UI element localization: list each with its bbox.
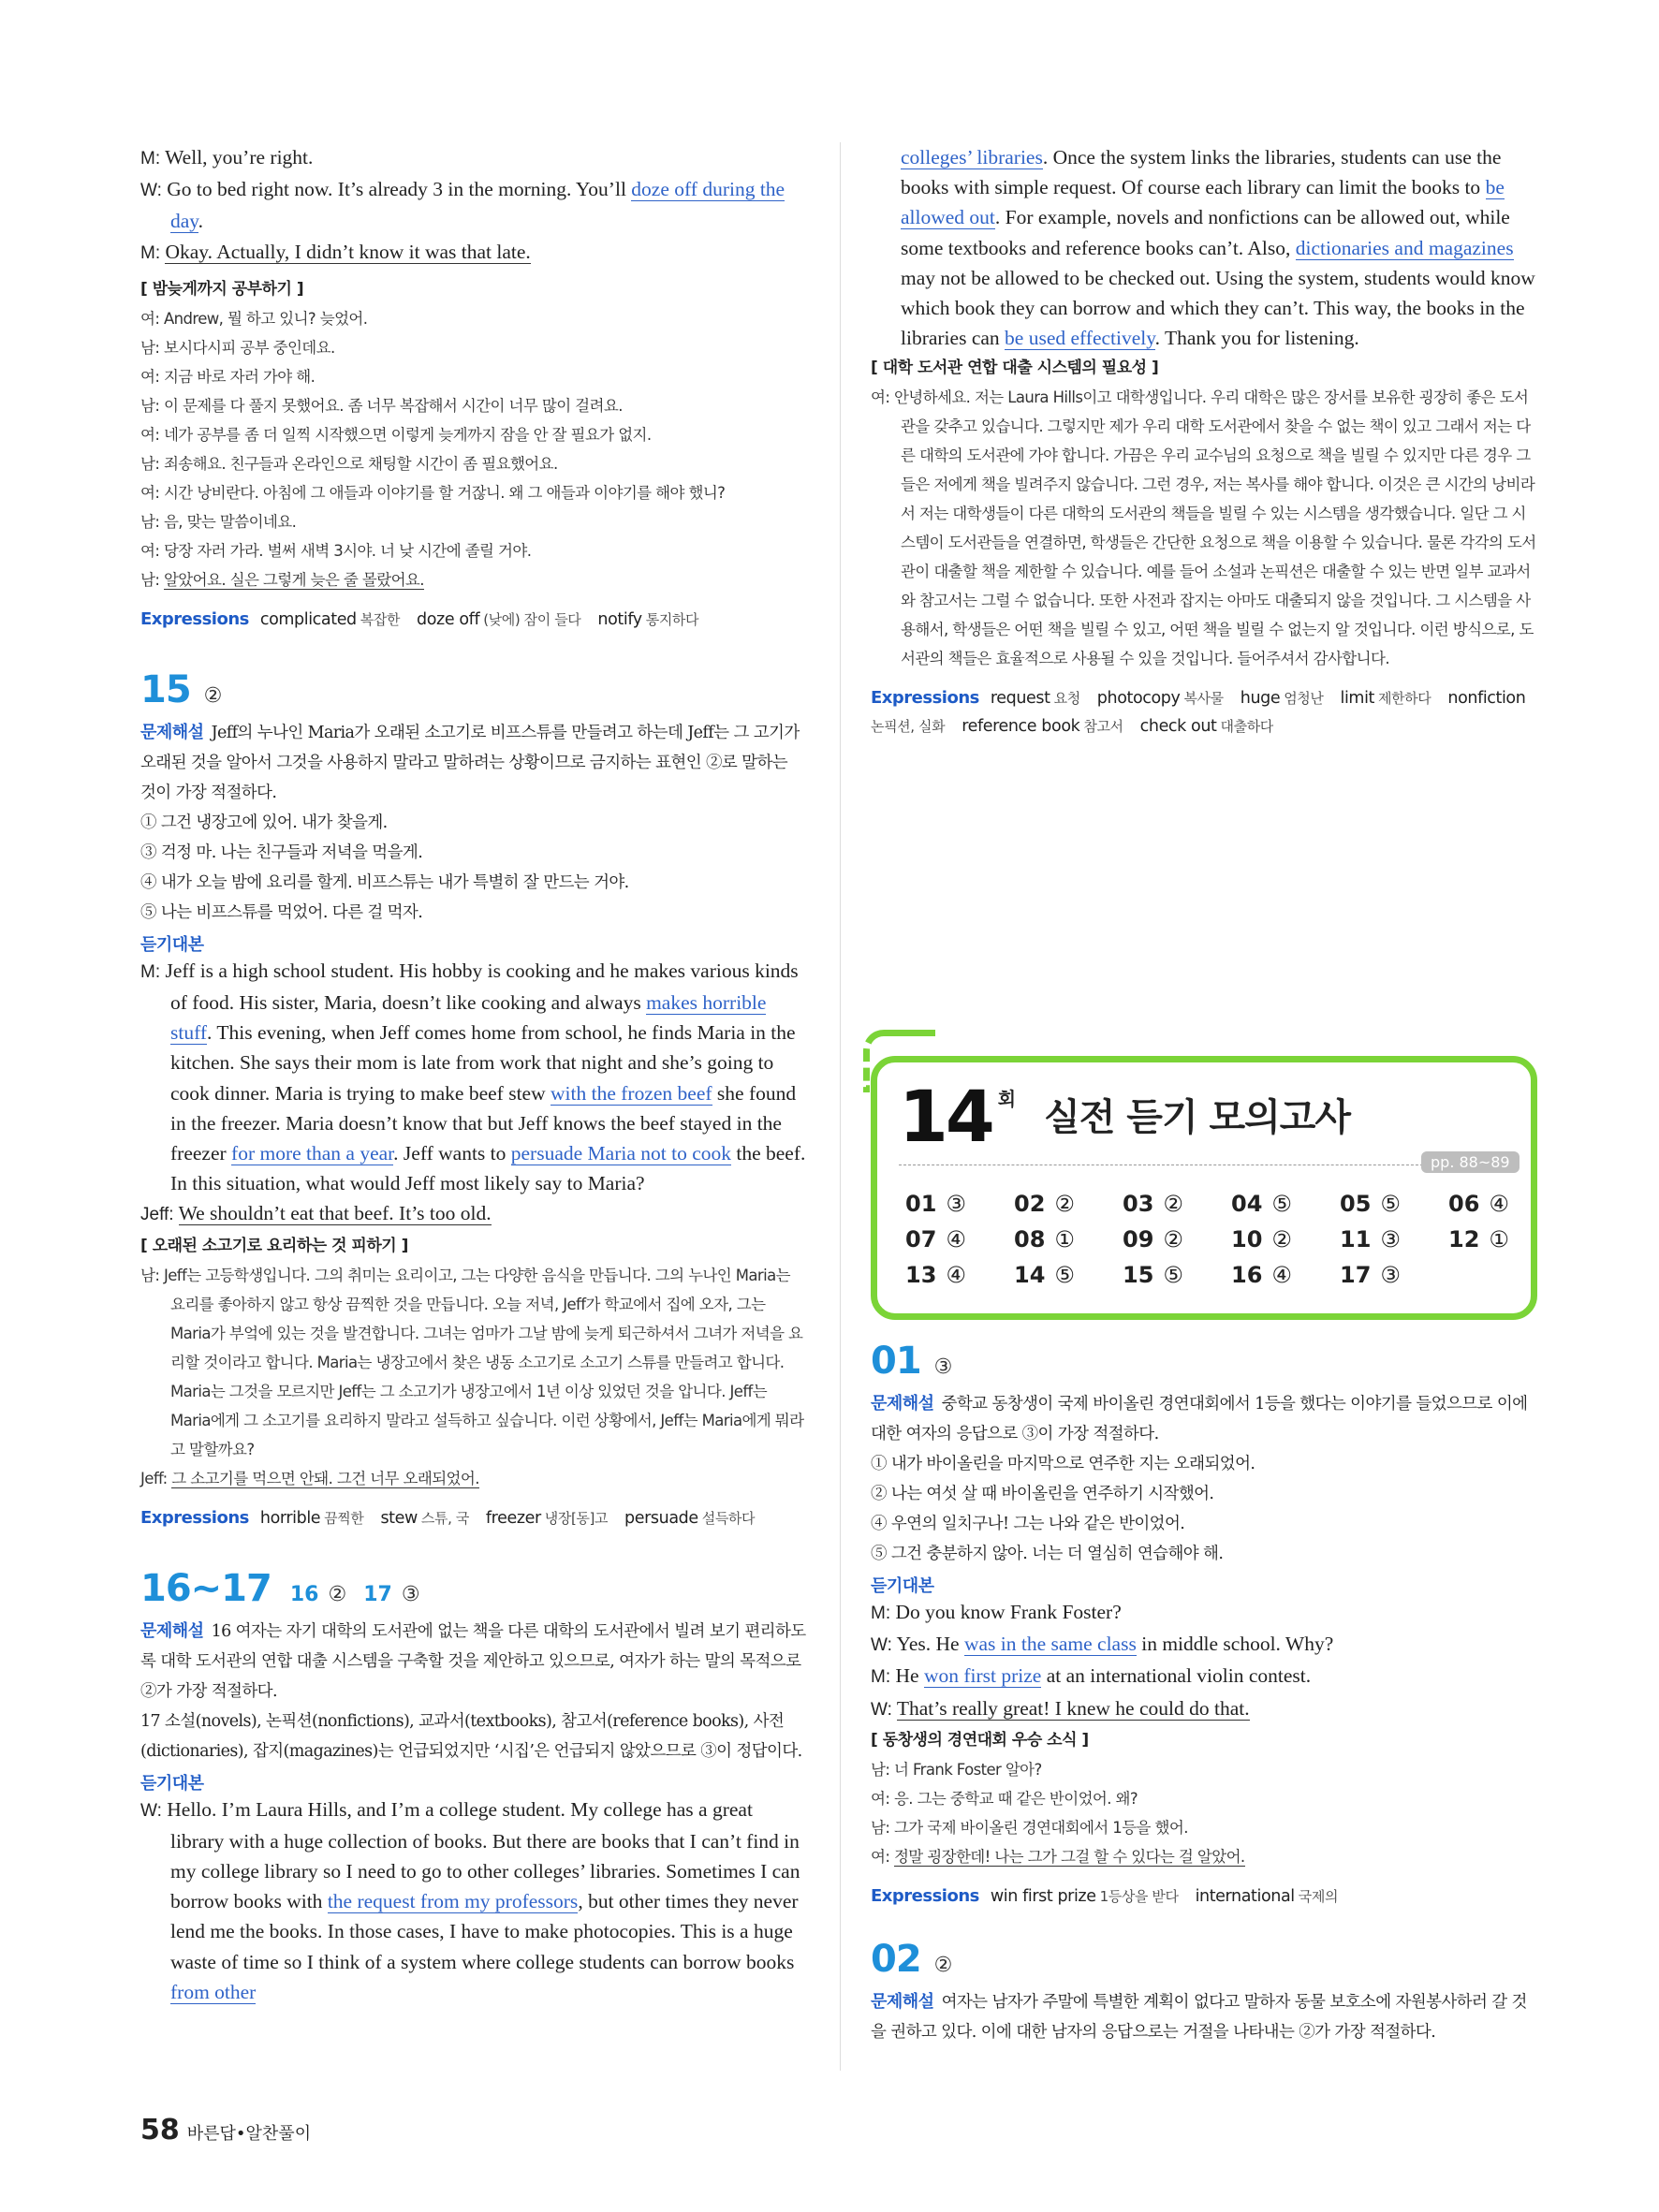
expressions-01 [871, 1882, 1537, 1911]
kr-title-01: [ 동창생의 경연대회 우승 소식 ] [871, 1730, 1089, 1750]
key-phrase: be allowed out [901, 176, 1505, 229]
translation-text: 네가 공부를 좀 더 일찍 시작했으면 이렇게 늦게까지 잠을 안 잘 필요가 없지. [163, 425, 652, 444]
translation-text: 지금 바로 자러 가야 해. [163, 367, 316, 386]
expression-meaning: 1등상을 받다 [1099, 1887, 1179, 1905]
answer-question-number: 13 [905, 1262, 937, 1288]
text-run: . Thank you for listening. [1154, 327, 1359, 350]
answer-cell [1014, 1258, 1123, 1292]
answer-question-number: 12 [1448, 1226, 1480, 1252]
expression-word: reference book [962, 717, 1080, 737]
label-haesul: 문제해설 [871, 1991, 934, 2012]
expression-meaning: 엄청난 [1284, 690, 1324, 708]
answer-cell [1340, 1223, 1448, 1256]
translation-line [140, 391, 807, 420]
answer-choice: ③ [1380, 1262, 1401, 1288]
expression-word: notify [597, 609, 642, 629]
expression-word: complicated [259, 609, 357, 629]
label-daebon: 듣기대본 [871, 1576, 934, 1596]
speaker-label: 여: [140, 367, 160, 386]
answer-question-number: 08 [1014, 1226, 1046, 1252]
translation-text: 시간 낭비란다. 아침에 그 애들과 이야기를 할 거잖니. 왜 그 애들과 이야기를 해야 했니? [163, 483, 726, 502]
answer-cell [905, 1187, 1014, 1221]
answers-16-17 [285, 1583, 420, 1606]
translation-text: 알았어요. 실은 그렇게 늦은 줄 몰랐어요. [163, 570, 424, 589]
key-phrase: for more than a year [231, 1142, 394, 1165]
speaker-label: M: [871, 1667, 891, 1688]
dialog-top [140, 142, 807, 269]
answer-question-number: 14 [1014, 1262, 1046, 1288]
expression-word: huge [1240, 689, 1281, 709]
test-number-suffix: 회 [997, 1088, 1017, 1110]
dialog-line [140, 1198, 807, 1230]
expression-meaning: 대출하다 [1220, 718, 1273, 736]
speaker-label: M: [140, 149, 161, 168]
key-phrase: from other [170, 1980, 257, 2003]
question-15-header [140, 669, 807, 718]
book-title: 바른답•알찬풀이 [186, 2124, 312, 2144]
expression-meaning: 통지하다 [645, 610, 699, 628]
answer-question-number: 16 [1231, 1262, 1263, 1288]
key-phrase: was in the same class [963, 1633, 1137, 1656]
expression-word: limit [1340, 689, 1374, 709]
option-line: ⑤ 나는 비프스튜를 먹었어. 다른 걸 먹자. [140, 902, 423, 922]
expression-word: horrible [259, 1508, 321, 1528]
options-15 [140, 808, 807, 928]
translation-line [140, 304, 807, 333]
explanation-17: 17 소설(novels), 논픽션(nonfictions), 교과서(textbooks), 참고서(reference books), 사전(dictionaries), 잡지(magazines)는 언급되었지만 ‘시집’은 언급되지 않았으므로 ③이 정답이다. [140, 1711, 802, 1761]
translation-line [140, 478, 807, 507]
speaker-label: 여: [140, 483, 160, 502]
sub-number-17: 17 [363, 1582, 392, 1606]
answer-line: We shouldn’t eat that beef. It’s too old. [178, 1202, 492, 1225]
text-run: Jeff is a high school student. His hobby is cooking and he makes various kinds of food. His sister, Maria, doesn’t like cooking and always [165, 959, 799, 1015]
translation-line [140, 565, 807, 594]
speaker-label: W: [871, 1635, 892, 1656]
text-run: Do you know Frank Foster? [895, 1601, 1122, 1623]
dialog-line [871, 1661, 1537, 1692]
kr-translation-15 [140, 1261, 807, 1493]
answer-line: Okay. Actually, I didn’t know it was that late. [165, 240, 531, 263]
dialog-line [871, 142, 1537, 353]
answer-mark: ② [933, 1953, 953, 1977]
column-divider [840, 142, 841, 2071]
translation-text: Andrew, 뭘 하고 있니? 늦었어. [163, 309, 368, 328]
kr-title-15: [ 오래된 소고기로 요리하는 것 피하기 ] [140, 1236, 408, 1255]
answer-cell [1014, 1223, 1123, 1256]
text-run: Yes. He [896, 1633, 964, 1656]
question-16-17-header [140, 1568, 807, 1617]
answer-cell [905, 1258, 1014, 1292]
answer-choice: ⑤ [1163, 1262, 1183, 1288]
answer-17: ③ [401, 1582, 420, 1606]
speaker-label: M: [140, 242, 161, 263]
answer-cell [1340, 1187, 1448, 1221]
answer-question-number: 03 [1123, 1191, 1154, 1217]
answer-choice: ② [1163, 1191, 1183, 1217]
answer-question-number: 10 [1231, 1226, 1263, 1252]
speaker-label: 남: [140, 454, 160, 473]
label-expressions: Expressions [140, 608, 249, 629]
key-phrase: the request from my professors [327, 1890, 579, 1913]
expression-word: stew [380, 1508, 418, 1528]
answer-choice: ② [1163, 1226, 1183, 1252]
expressions-1 [140, 606, 807, 634]
page-number: 58 [140, 2114, 180, 2146]
answer-choice: ① [1489, 1226, 1509, 1252]
translation-text: 이 문제를 다 풀지 못했어요. 좀 너무 복잡해서 시간이 너무 많이 걸려요. [163, 396, 623, 415]
answer-choice: ③ [1380, 1226, 1401, 1252]
speaker-label: M: [140, 961, 161, 982]
label-expressions: Expressions [140, 1507, 249, 1528]
translation-line [140, 536, 807, 565]
answer-choice: ④ [1489, 1191, 1509, 1217]
text-run: He [895, 1664, 924, 1688]
translation-text: 죄송해요. 친구들과 온라인으로 채팅할 시간이 좀 필요했어요. [163, 454, 558, 473]
right-column [871, 142, 1537, 740]
dialog-16-17 [140, 1795, 807, 2007]
translation-text: 너 Frank Foster 알아? [893, 1760, 1042, 1779]
expression-word: photocopy [1096, 689, 1181, 709]
explanation-16 [140, 1617, 807, 1707]
option-line: ② 나는 여섯 살 때 바이올린을 연주하기 시작했어. [871, 1485, 1214, 1503]
right-column-lower [871, 1340, 1537, 2047]
option-line: ④ 내가 오늘 밤에 요리를 할게. 비프스튜는 내가 특별히 잘 만드는 거야. [140, 872, 629, 892]
key-phrase: makes horrible stuff [170, 991, 767, 1045]
answer-cell [1231, 1187, 1340, 1221]
answer-cell [1231, 1258, 1340, 1292]
kr-translation-16-17 [871, 383, 1537, 673]
translation-text: 정말 굉장한데! 나는 그가 그걸 할 수 있다는 걸 알았어. [893, 1847, 1245, 1866]
dialog-line [871, 1693, 1537, 1725]
speaker-label: 남: [140, 1266, 160, 1284]
answer-choice: ⑤ [1380, 1191, 1401, 1217]
option-line: ④ 우연의 일치구나! 그는 나와 같은 반이었어. [871, 1515, 1185, 1533]
text-run: may not be allowed to be checked out. Using the system, students would know which book they can borrow and which they can’t. This way, the books in the libraries can [901, 266, 1535, 350]
answer-question-number: 04 [1231, 1191, 1263, 1217]
answer-cell [1340, 1258, 1448, 1292]
text-run: she found in the freezer. Maria doesn’t know that but Jeff knows the beef stayed in the freezer [170, 1081, 797, 1165]
translation-line [871, 383, 1537, 673]
expressions-15 [140, 1504, 807, 1532]
text-run: . For example, novels and nonfictions can be allowed out, while some textbooks and reference books can’t. Also, [901, 206, 1510, 259]
translation-line [871, 1842, 1537, 1871]
text-run: Well, you’re right. [165, 146, 314, 168]
kr-translation-01 [871, 1755, 1537, 1871]
speaker-label: Jeff: [140, 1469, 168, 1487]
answer-question-number: 02 [1014, 1191, 1046, 1217]
answer-choice: ② [1054, 1191, 1075, 1217]
explanation-text: 중학교 동창생이 국제 바이올린 경연대회에서 1등을 했다는 이야기를 들었으므로 이에 대한 여자의 응답으로 ③이 가장 적절하다. [871, 1395, 1528, 1443]
translation-line [871, 1755, 1537, 1784]
answer-choice: ④ [946, 1262, 966, 1288]
translation-line [140, 1464, 807, 1493]
dialog-16-17-continued [871, 142, 1537, 353]
text-run: at an international violin contest. [1041, 1664, 1312, 1688]
speaker-label: 남: [871, 1818, 890, 1837]
key-phrase: doze off during the day [170, 178, 785, 233]
text-run: in middle school. Why? [1136, 1633, 1334, 1656]
text-run: , but other times they never lend me the books. In those cases, I have to make photocopies. This is a huge waste of time so I think of a system where college students can borrow books [170, 1890, 799, 1973]
answer-cell [1123, 1187, 1231, 1221]
answer-choice: ④ [1271, 1262, 1292, 1288]
option-line: ③ 걱정 마. 나는 친구들과 저녁을 먹을게. [140, 842, 423, 862]
page-footer [140, 2114, 311, 2146]
dialog-line [871, 1629, 1537, 1661]
answer-cell [905, 1223, 1014, 1256]
dialog-line [140, 142, 807, 174]
answer-16: ② [328, 1582, 347, 1606]
answer-question-number: 17 [1340, 1262, 1372, 1288]
key-phrase: be used effectively [1005, 327, 1155, 350]
box-title [899, 1075, 1350, 1158]
expression-word: doze off [417, 609, 480, 629]
expression-word: persuade [624, 1508, 698, 1528]
expressions-16-17 [871, 684, 1537, 740]
answer-cell [1231, 1223, 1340, 1256]
left-column [140, 142, 807, 2007]
options-01 [871, 1449, 1537, 1569]
text-run: . Jeff wants to [393, 1142, 511, 1165]
label-haesul: 문제해설 [140, 1620, 204, 1641]
explanation-text: 여자는 남자가 주말에 특별한 계획이 없다고 말하자 동물 보호소에 자원봉사하러 갈 것을 권하고 있다. 이에 대한 남자의 응답으로는 거절을 나타내는 ②가 가장 적절하다. [871, 1992, 1527, 2042]
key-phrase: colleges’ libraries [901, 146, 1043, 168]
speaker-label: 여: [871, 1789, 890, 1808]
speaker-label: 여: [871, 388, 890, 407]
speaker-label: W: [140, 181, 162, 201]
option-line: ① 그건 냉장고에 있어. 내가 찾을게. [140, 813, 388, 832]
explanation-text-16: 16 여자는 자기 대학의 도서관에 없는 책을 다른 대학의 도서관에서 빌려 보기 편리하도록 대학 도서관의 연합 대출 시스템을 구축할 것을 제안하고 있으므로, 여자가 하는 말의 목적으로 ②가 가장 적절하다. [140, 1621, 806, 1701]
answer-mark: ③ [933, 1355, 953, 1379]
translation-text: 그가 국제 바이올린 경연대회에서 1등을 했어. [893, 1818, 1188, 1837]
answer-question-number: 01 [905, 1191, 937, 1217]
dialog-line [140, 174, 807, 236]
answer-cell [1448, 1187, 1557, 1221]
explanation-02 [871, 1987, 1537, 2047]
translation-text: 당장 자러 가라. 벌써 새벽 3시야. 너 낮 시간에 졸릴 거야. [163, 541, 532, 560]
answer-choice: ⑤ [1271, 1191, 1292, 1217]
answer-question-number: 09 [1123, 1226, 1154, 1252]
speaker-label: 남: [140, 396, 160, 415]
text-run: . Once the system links the libraries, students can use the books with simple request. Of course each library can limit the books to [901, 146, 1502, 199]
text-run: the beef. In this situation, what would Jeff most likely say to Maria? [170, 1142, 806, 1195]
text-run: . This evening, when Jeff comes home from school, he finds Maria in the kitchen. She says their mom is late from work that night and she’s going to cook dinner. Maria is trying to make beef stew [170, 1021, 796, 1105]
question-number: 02 [871, 1937, 921, 1981]
sub-number-16: 16 [289, 1582, 319, 1606]
answer-choice: ⑤ [1054, 1262, 1075, 1288]
answer-cell [1014, 1187, 1123, 1221]
explanation-01 [871, 1389, 1537, 1449]
expression-meaning: 복잡한 [360, 610, 401, 628]
speaker-label: Jeff: [140, 1205, 174, 1225]
label-daebon: 듣기대본 [140, 1773, 204, 1794]
expression-word: international [1195, 1886, 1295, 1906]
label-daebon: 듣기대본 [140, 934, 204, 955]
answer-line: That’s really great! I knew he could do that. [896, 1696, 1250, 1720]
speaker-label: W: [871, 1699, 892, 1720]
answer-choice: ④ [946, 1226, 966, 1252]
kr-title-16-17: [ 대학 도서관 연합 대출 시스템의 필요성 ] [871, 359, 1159, 378]
expression-meaning: (낮에) 잠이 들다 [483, 610, 581, 628]
dialog-15 [140, 956, 807, 1231]
expression-meaning: 제한하다 [1378, 690, 1431, 708]
dialog-line [140, 1795, 807, 2007]
translation-line [871, 1813, 1537, 1842]
expression-meaning: 논픽션, 실화 [871, 718, 946, 736]
explanation-15 [140, 718, 807, 808]
speaker-label: 여: [140, 541, 160, 560]
answer-cell [1448, 1223, 1557, 1256]
expression-word: freezer [485, 1508, 541, 1528]
test-title: 실전 듣기 모의고사 [1044, 1096, 1351, 1139]
key-phrase: with the frozen beef [551, 1081, 712, 1105]
option-line: ① 내가 바이올린을 마지막으로 연주한 지는 오래되었어. [871, 1455, 1255, 1473]
expression-meaning: 참고서 [1083, 718, 1123, 736]
expression-meaning: 설득하다 [701, 1509, 756, 1527]
expression-meaning: 냉장[동]고 [544, 1509, 609, 1527]
translation-line [140, 333, 807, 362]
question-number: 01 [871, 1340, 921, 1383]
translation-text: 음, 맞는 말씀이네요. [163, 512, 297, 531]
answer-choice: ② [1271, 1226, 1292, 1252]
speaker-label: 여: [140, 309, 160, 328]
speaker-label: W: [140, 1800, 162, 1821]
translation-line [140, 420, 807, 449]
answer-choice: ③ [946, 1191, 966, 1217]
translation-line [140, 362, 807, 391]
page-range-badge: pp. 88~89 [1421, 1151, 1520, 1173]
question-01-header [871, 1340, 1537, 1389]
answer-question-number: 06 [1448, 1191, 1480, 1217]
translation-line [140, 507, 807, 536]
dialog-line [871, 1597, 1537, 1629]
dialog-01 [871, 1597, 1537, 1725]
expression-word: check out [1139, 717, 1217, 737]
answer-cell [1123, 1258, 1231, 1292]
text-run: Go to bed right now. It’s already 3 in the morning. You’ll [167, 178, 632, 201]
key-phrase: dictionaries and magazines [1295, 236, 1514, 259]
expression-word: nonfiction [1447, 689, 1526, 709]
text-run: Hello. I’m Laura Hills, and I’m a college student. My college has a great library with a huge collection of books. But there are books that I can’t find in my college library so I need to go to other colleges’ libraries. Sometimes I can borrow books with [167, 1797, 800, 1913]
dialog-line [140, 237, 807, 269]
label-haesul: 문제해설 [871, 1394, 934, 1414]
explanation-text: Jeff의 누나인 Maria가 오래된 소고기로 비프스튜를 만들려고 하는데 Jeff는 그 고기가 오래된 것을 알아서 그것을 사용하지 말라고 말하려는 상황이므로 금지하는 표현인 ②로 말하는 것이 가장 적절하다. [140, 723, 800, 802]
expression-word: win first prize [990, 1886, 1096, 1906]
speaker-label: M: [871, 1604, 891, 1623]
answer-cell [1123, 1223, 1231, 1256]
expression-meaning: 복사물 [1183, 690, 1224, 708]
translation-text: 응. 그는 중학교 때 같은 반이었어. 왜? [893, 1789, 1138, 1808]
answer-question-number: 15 [1123, 1262, 1154, 1288]
speaker-label: 여: [140, 425, 160, 444]
expression-meaning: 끔찍한 [324, 1509, 364, 1527]
answer-question-number: 05 [1340, 1191, 1372, 1217]
text-run: . [198, 210, 204, 233]
expression-meaning: 스튜, 국 [420, 1509, 469, 1527]
key-phrase: won first prize [923, 1664, 1042, 1688]
speaker-label: 여: [871, 1847, 890, 1866]
speaker-label: 남: [140, 338, 160, 357]
translation-text: 안녕하세요. 저는 Laura Hills이고 대학생입니다. 우리 대학은 많은 장서를 보유한 굉장히 좋은 도서관을 갖추고 있습니다. 그렇지만 제가 우리 대학 도서관에서 찾을 수 없는 책이 있고 그래서 저는 다른 대학의 도서관에 가야 합니다. 가끔은 우리 교수님의 요청으로 책을 빌릴 수 있지만 다른 경우 그들은 저에게 책을 빌려주지 않습니다. 그런 경우, 저는 복사를 해야 합니다. 이것은 큰 시간의 낭비라서 저는 대학생들이 다른 대학의 도서관의 책들을 빌릴 수 있는 시스템을 생각했습니다. 일단 그 시스템이 도서관들을 연결하면, 학생들은 간단한 요청으로 책을 이용할 수 있습니다. 물론 각각의 도서관이 대출할 책을 제한할 수 있습니다. 예를 들어 소설과 논픽션은 대출할 수 있는 반면 일부 교과서와 참고서는 그럴 수 없습니다. 또한 사전과 잡지는 아마도 대출되지 않을 것입니다. 그 시스템을 사용해서, 학생들은 어떤 책을 빌릴 수 있고, 어떤 책을 빌릴 수 없는지 알 것입니다. 이런 방식으로, 도서관의 책들은 효율적으로 사용될 수 있을 것입니다. 들어주셔서 감사합니다. [893, 388, 1536, 668]
speaker-label: 남: [140, 512, 160, 531]
speaker-label: 남: [140, 570, 160, 589]
key-phrase: persuade Maria not to cook [510, 1142, 731, 1165]
translation-text: Jeff는 고등학생입니다. 그의 취미는 요리이고, 그는 다양한 음식을 만듭니다. 그의 누나인 Maria는 요리를 좋아하지 않고 항상 끔찍한 것을 만듭니다. 오늘 저녁, Jeff가 학교에서 집에 오자, 그는 Maria가 부엌에 있는 것을 발견합니다. 그녀는 엄마가 그날 밤에 늦게 퇴근하셔서 그녀가 저녁을 요리할 것이라고 합니다. Maria는 냉장고에서 찾은 냉동 소고기로 소고기 스튜를 만들려고 합니다. Maria는 그것을 모르지만 Jeff는 그 소고기가 냉장고에서 1년 이상 있었던 것을 압니다. Jeff는 Maria에게 그 소고기를 요리하지 말라고 설득하고 싶습니다. 이런 상황에서, Jeff는 Maria에게 뭐라고 말할까요? [163, 1266, 804, 1458]
translation-line [871, 1784, 1537, 1813]
translation-text: 그 소고기를 먹으면 안돼. 그건 너무 오래되었어. [171, 1469, 479, 1487]
answer-question-number: 07 [905, 1226, 937, 1252]
dialog-line [140, 956, 807, 1199]
label-haesul: 문제해설 [140, 722, 204, 742]
answer-question-number: 11 [1340, 1226, 1372, 1252]
answer-choice: ① [1054, 1226, 1075, 1252]
expression-meaning: 요청 [1053, 690, 1080, 708]
translation-text: 보시다시피 공부 중인데요. [163, 338, 335, 357]
question-number: 16~17 [140, 1566, 272, 1610]
label-expressions: Expressions [871, 688, 979, 709]
expression-meaning: 국제의 [1298, 1887, 1339, 1905]
test-number: 14 [899, 1075, 992, 1158]
question-number: 15 [140, 667, 191, 711]
speaker-label: 남: [871, 1760, 890, 1779]
kr-title-study: [ 밤늦게까지 공부하기 ] [140, 279, 304, 299]
translation-line [140, 449, 807, 478]
expression-word: request [990, 689, 1050, 709]
answer-mark: ② [203, 683, 223, 708]
label-expressions: Expressions [871, 1885, 979, 1906]
answer-grid [905, 1187, 1509, 1292]
translation-line [140, 1261, 807, 1464]
kr-translation-top [140, 304, 807, 594]
question-02-header [871, 1939, 1537, 1987]
option-line: ⑤ 그건 충분하지 않아. 너는 더 열심히 연습해야 해. [871, 1545, 1224, 1563]
